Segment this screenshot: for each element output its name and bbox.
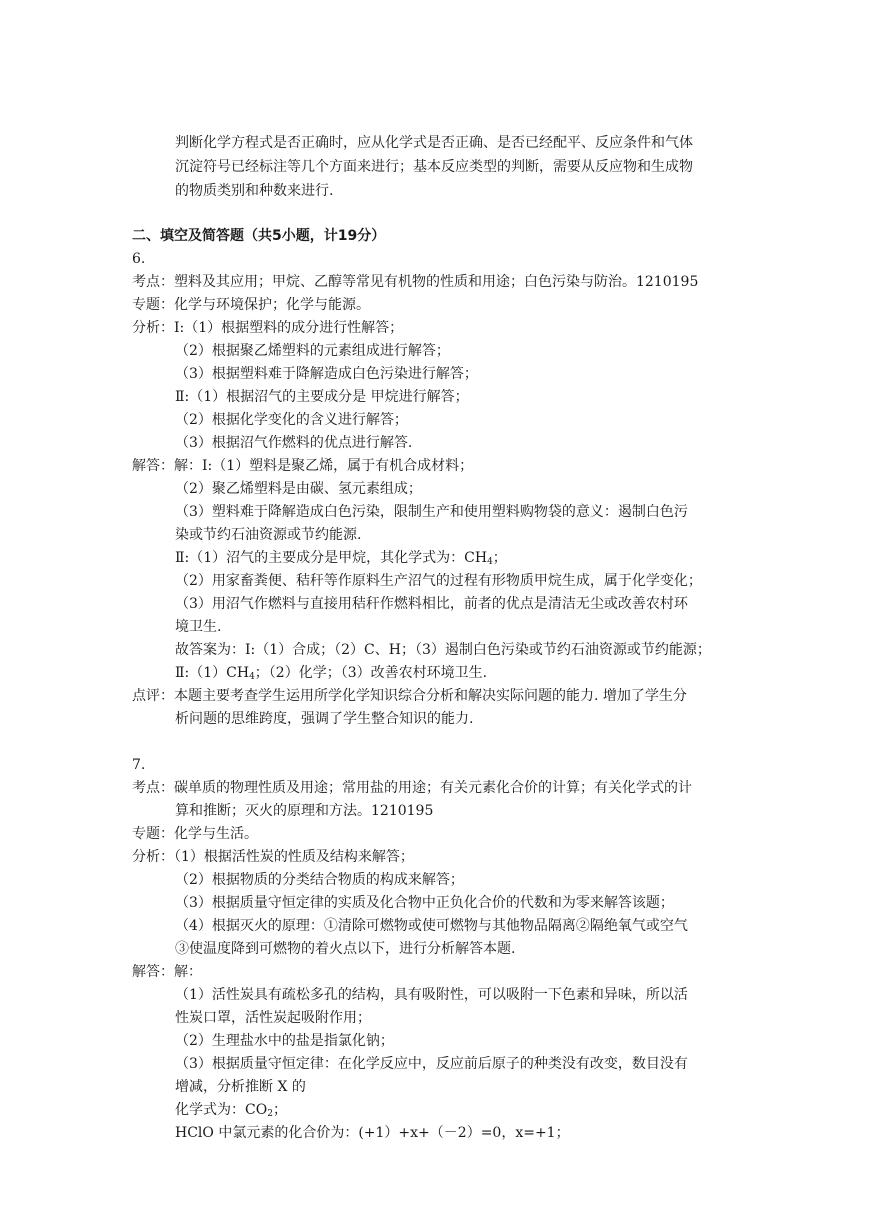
q7-fenxi-line: （3）根据质量守恒定律的实质及化合物中正负化合价的代数和为零来解答该题； [175,895,674,911]
q7-fenxi-line: 分析：（1）根据活性炭的性质及结构来解答； [132,849,414,865]
q6-jieda-line: 境卫生. [175,619,222,635]
q6-jieda-line: （3）用沼气作燃料与直接用秸秆作燃料相比，前者的优点是清洁无尘或改善农村环 [175,596,688,612]
q6-fenxi-line: （2）根据聚乙烯塑料的元素组成进行解答； [175,343,450,359]
q6-kaodian: 考点：塑料及其应用；甲烷、乙醇等常见有机物的性质和用途；白色污染与防治。1210195 [132,274,699,290]
q6-answer-ch4-subscript: 4 [249,672,255,682]
q7-fenxi-line: （2）根据物质的分类结合物质的构成来解答； [175,872,464,888]
q6-dianping-line-1: 点评：本题主要考查学生运用所学化学知识综合分析和解决实际问题的能力. 增加了学生分 [132,688,687,704]
q7-jieda-line: （3）根据质量守恒定律：在化学反应中，反应前后原子的种类没有改变，数目没有 [175,1056,688,1072]
q7-co2-text: 化学式为：CO [175,1102,268,1118]
q6-jieda-line: （2）用家畜粪便、秸秆等作原料生产沼气的过程有形物质甲烷生成，属于化学变化； [175,573,702,589]
q7-jieda-line: 增减，分析推断 X 的 [175,1079,306,1095]
q7-kaodian-line-1: 考点：碳单质的物理性质及用途；常用盐的用途；有关元素化合价的计算；有关化学式的计 [132,780,692,796]
q6-jieda-line: 解答：解：Ⅰ:（1）塑料是聚乙烯，属于有机合成材料； [132,458,474,474]
q7-fenxi-line: （4）根据灭火的原理：①清除可燃物或使可燃物与其他物品隔离②隔绝氧气或空气 [175,918,688,934]
q6-fenxi-line: （3）根据塑料难于降解造成白色污染进行解答； [175,366,478,382]
intro-line-1: 判断化学方程式是否正确时，应从化学式是否正确、是否已经配平、反应条件和气体 [175,135,693,151]
q7-kaodian-line-2: 算和推断；灭火的原理和方法。1210195 [175,803,434,819]
q6-jieda-line: （2）聚乙烯塑料是由碳、氢元素组成； [175,481,422,497]
q6-number: 6. [132,251,146,267]
q6-fenxi-line: （3）根据沼气作燃料的优点进行解答. [175,435,413,451]
q6-fenxi-line: Ⅱ:（1）根据沼气的主要成分是 甲烷进行解答； [175,389,469,405]
q6-answer-rest: ；（2）化学；（3）改善农村环境卫生. [254,665,488,681]
q6-fenxi-line: （2）根据化学变化的含义进行解答； [175,412,408,428]
q6-fenxi-line: 分析：Ⅰ:（1）根据塑料的成分进行性解答； [132,320,404,336]
q6-jieda-ch4-end: ； [492,550,507,566]
q7-hclo-line: HClO 中氯元素的化合价为：(+1）+x+（－2）=0，x=+1； [175,1125,570,1141]
q6-jieda-ch4-subscript: 4 [487,557,493,567]
q7-jieda-line: （2）生理盐水中的盐是指氯化钠； [175,1033,394,1049]
q6-answer-line-1: 故答案为：Ⅰ:（1）合成；（2）C、H；（3）遏制白色污染或节约石油资源或节约能源； [175,642,711,658]
q6-jieda-line: 染或节约石油资源或节约能源. [175,527,362,543]
q7-jieda-line: （1）活性炭具有疏松多孔的结构，具有吸附性，可以吸附一下色素和异味，所以活 [175,987,688,1003]
q6-dianping-line-2: 析问题的思维跨度，强调了学生整合知识的能力. [175,711,474,727]
q7-fenxi-line: ③使温度降到可燃物的着火点以下，进行分析解答本题. [175,941,516,957]
q6-zhuanti: 专题：化学与环境保护；化学与能源。 [132,297,370,313]
intro-line-2: 沉淀符号已经标注等几个方面来进行；基本反应类型的判断，需要从反应物和生成物 [175,159,693,175]
q7-zhuanti: 专题：化学与生活。 [132,826,258,842]
section-heading: 二、填空及简答题（共5小题，计19分） [132,228,386,244]
q7-jieda-head: 解答：解： [132,964,202,980]
q6-answer-ch4-text: Ⅱ:（1）CH [175,665,250,681]
q7-number: 7. [132,757,146,773]
q7-co2-subscript: 2 [267,1109,273,1119]
q7-jieda-line: 性炭口罩，活性炭起吸附作用； [175,1010,371,1026]
q6-jieda-line: （3）塑料难于降解造成白色污染，限制生产和使用塑料购物袋的意义：遏制白色污 [175,504,688,520]
intro-line-3: 的物质类别和种数来进行. [175,183,334,199]
q7-co2-end: ； [272,1102,287,1118]
q6-jieda-ch4-text: Ⅱ:（1）沼气的主要成分是甲烷，其化学式为：CH [175,550,488,566]
